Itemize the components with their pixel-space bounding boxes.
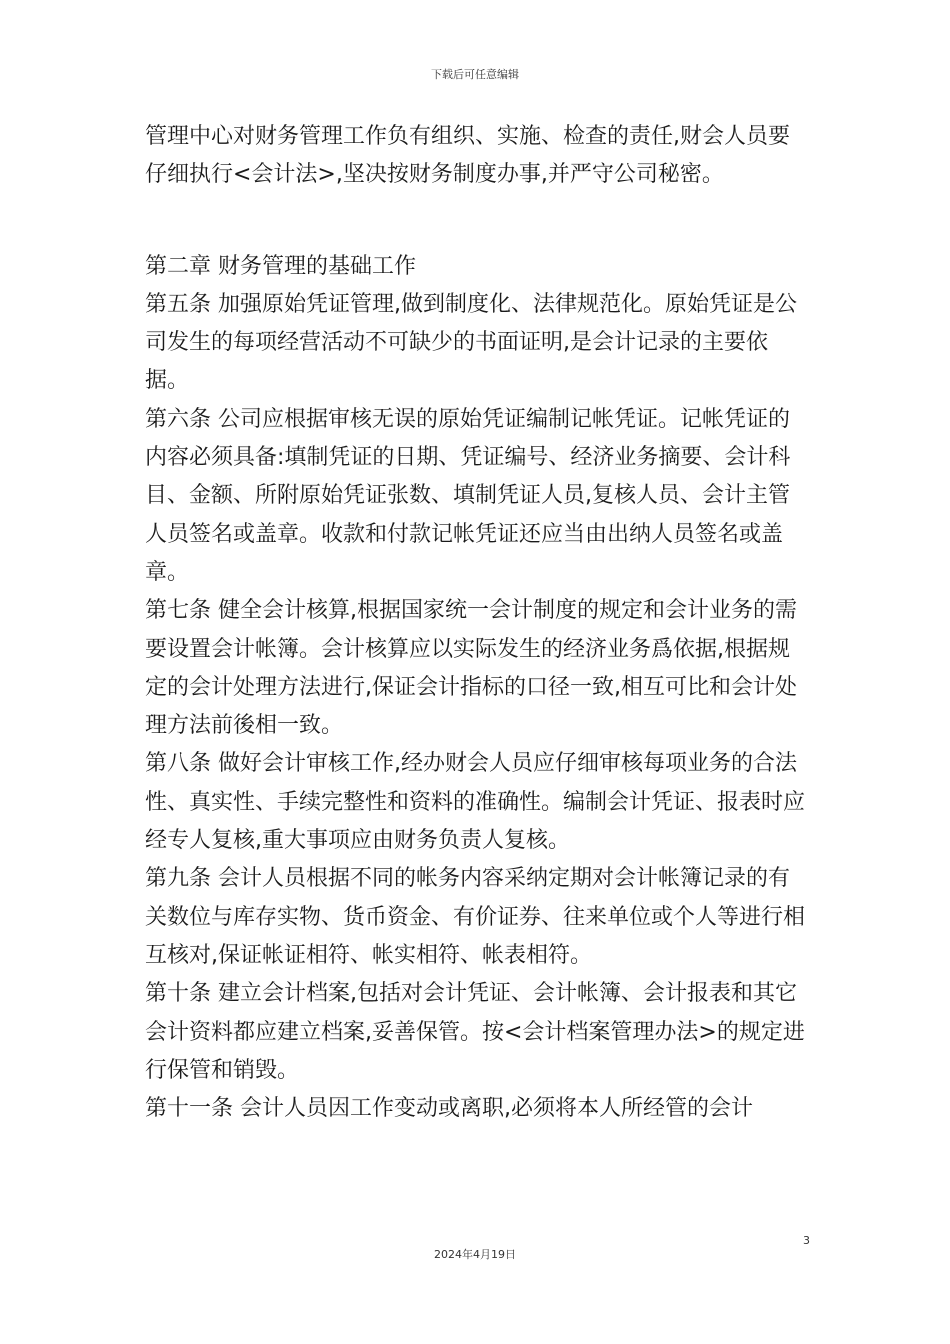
article-6: 第六条 公司应根据审核无误的原始凭证编制记帐凭证。记帐凭证的内容必须具备:填制凭证的日期、凭证编号、经济业务摘要、会计科目、金额、所附原始凭证张数、填制凭证人员,复核人员、会计主管人员签名或盖章。收款和付款记帐凭证还应当由出纳人员签名或盖章。	[145, 406, 791, 585]
article-5: 第五条 加强原始凭证管理,做到制度化、法律规范化。原始凭证是公司发生的每项经营活动不可缺少的书面证明,是会计记录的主要依据。	[145, 291, 797, 394]
chapter-heading: 第二章 财务管理的基础工作	[145, 253, 416, 279]
page-header: 下载后可任意编辑	[431, 68, 519, 81]
paragraph-gap	[145, 195, 810, 248]
paragraph-intro: 管理中心对财务管理工作负有组织、实施、检查的责任,财会人员要仔细执行<会计法>,坚决按财务制度办事,并严守公司秘密。	[145, 124, 790, 188]
document-body	[145, 118, 810, 1128]
article-8: 第八条 做好会计审核工作,经办财会人员应仔细审核每项业务的合法性、真实性、手续完整性和资料的准确性。编制会计凭证、报表时应经专人复核,重大事项应由财务负责人复核。	[145, 751, 806, 854]
article-7: 第七条 健全会计核算,根据国家统一会计制度的规定和会计业务的需要设置会计帐簿。会计核算应以实际发生的经济业务爲依据,根据规定的会计处理方法进行,保证会计指标的口径一致,相互可比和会计处理方法前後相一致。	[145, 598, 797, 739]
page-date: 2024年4月19日	[434, 1248, 516, 1261]
page-number: 3	[803, 1234, 810, 1247]
article-10: 第十条 建立会计档案,包括对会计凭证、会计帐簿、会计报表和其它会计资料都应建立档案,妥善保管。按<会计档案管理办法>的规定进行保管和销毁。	[145, 981, 805, 1083]
article-11: 第十一条 会计人员因工作变动或离职,必须将本人所经管的会计	[145, 1096, 753, 1122]
article-9: 第九条 会计人员根据不同的帐务内容采纳定期对会计帐簿记录的有关数位与库存实物、货币资金、有价证券、往来单位或个人等进行相互核对,保证帐证相符、帐实相符、帐表相符。	[145, 866, 806, 968]
